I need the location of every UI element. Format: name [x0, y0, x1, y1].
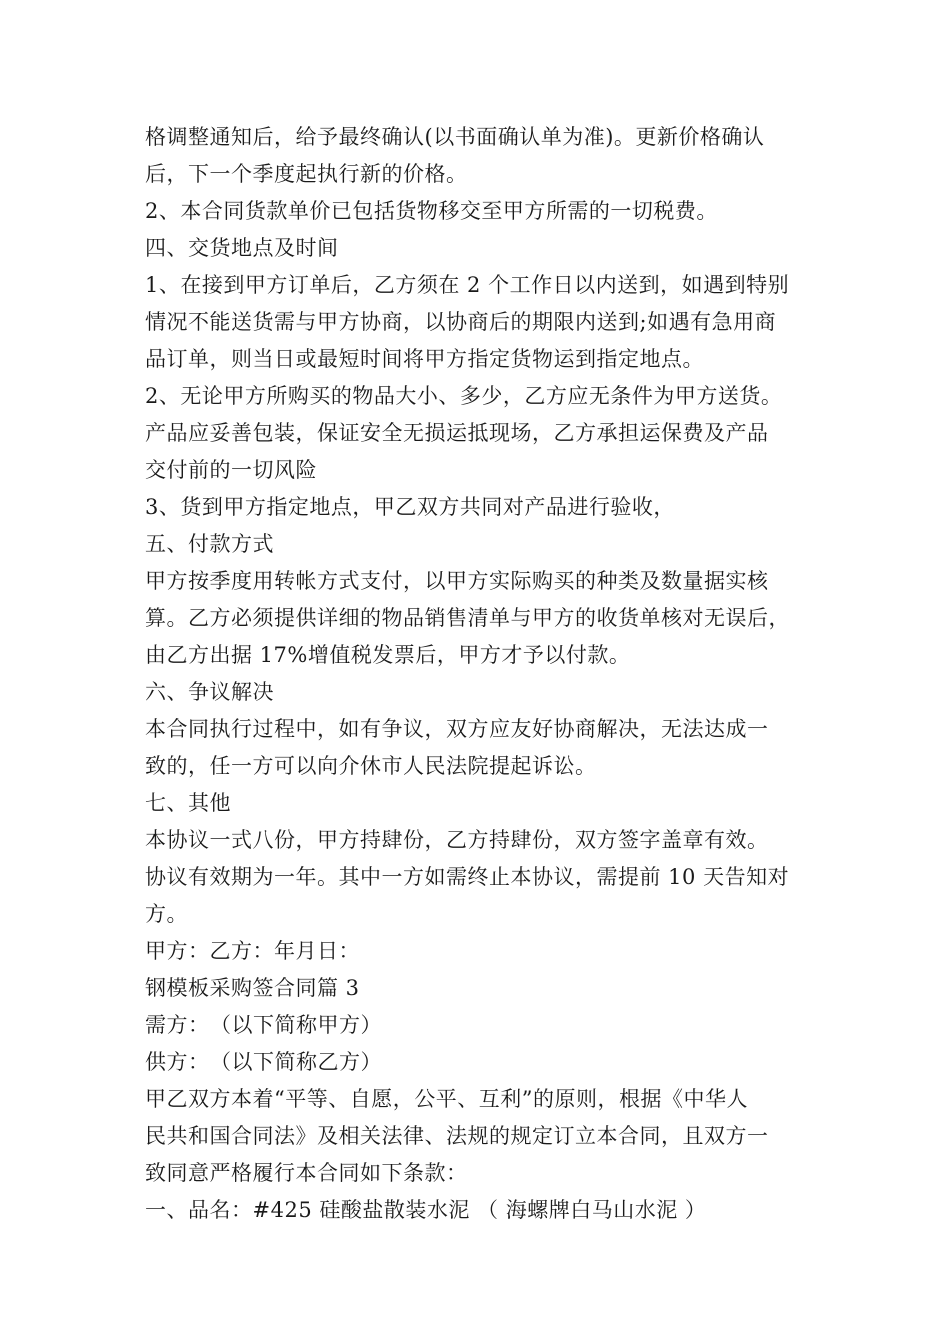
supplier-line: 供方： （以下简称乙方）: [145, 1050, 382, 1074]
text-line: 情况不能送货需与甲方协商，以协商后的期限内送到;如遇有急用商: [145, 310, 777, 334]
text-line: 致同意严格履行本合同如下条款：: [145, 1161, 468, 1185]
text-line: 甲方按季度用转帐方式支付，以甲方实际购买的种类及数量据实核: [145, 569, 769, 593]
text-line: 格调整通知后，给予最终确认(以书面确认单为准)。更新价格确认: [145, 125, 765, 149]
text-line: 产品应妥善包装，保证安全无损运抵现场，乙方承担运保费及产品: [145, 421, 769, 445]
text-line: 2、本合同货款单价已包括货物移交至甲方所需的一切税费。: [145, 199, 718, 223]
section-heading: 四、交货地点及时间: [145, 236, 339, 260]
text-line: 方。: [145, 902, 188, 926]
text-line: 由乙方出据 17%增值税发票后，甲方才予以付款。: [145, 643, 631, 667]
text-line: 交付前的一切风险: [145, 458, 317, 482]
text-line: 协议有效期为一年。其中一方如需终止本协议，需提前 10 天告知对: [145, 865, 790, 889]
text-line: 后，下一个季度起执行新的价格。: [145, 162, 468, 186]
contract-title: 钢模板采购签合同篇 3: [145, 976, 360, 1000]
document-body: [145, 119, 835, 1229]
text-line: 民共和国合同法》及相关法律、法规的规定订立本合同，且双方一: [145, 1124, 769, 1148]
text-line: 本合同执行过程中，如有争议，双方应友好协商解决，无法达成一: [145, 717, 769, 741]
text-line: 一、品名：#425 硅酸盐散装水泥 （ 海螺牌白马山水泥 ）: [145, 1198, 707, 1222]
section-heading: 六、争议解决: [145, 680, 274, 704]
text-line: 算。乙方必须提供详细的物品销售清单与甲方的收货单核对无误后，: [145, 606, 790, 630]
text-line: 本协议一式八份，甲方持肆份，乙方持肆份，双方签字盖章有效。: [145, 828, 769, 852]
text-line: 1、在接到甲方订单后，乙方须在 2 个工作日以内送到，如遇到特别: [145, 273, 790, 297]
text-line: 2、无论甲方所购买的物品大小、多少，乙方应无条件为甲方送货。: [145, 384, 783, 408]
buyer-line: 需方： （以下简称甲方）: [145, 1013, 382, 1037]
signature-line: 甲方：乙方：年月日：: [145, 939, 360, 963]
section-heading: 五、付款方式: [145, 532, 274, 556]
text-line: 品订单，则当日或最短时间将甲方指定货物运到指定地点。: [145, 347, 704, 371]
text-line: 3、货到甲方指定地点，甲乙双方共同对产品进行验收，: [145, 495, 675, 519]
section-heading: 七、其他: [145, 791, 231, 815]
text-line: 甲乙双方本着“平等、自愿，公平、互利”的原则，根据《中华人: [145, 1087, 748, 1111]
text-line: 致的，任一方可以向介休市人民法院提起诉讼。: [145, 754, 597, 778]
